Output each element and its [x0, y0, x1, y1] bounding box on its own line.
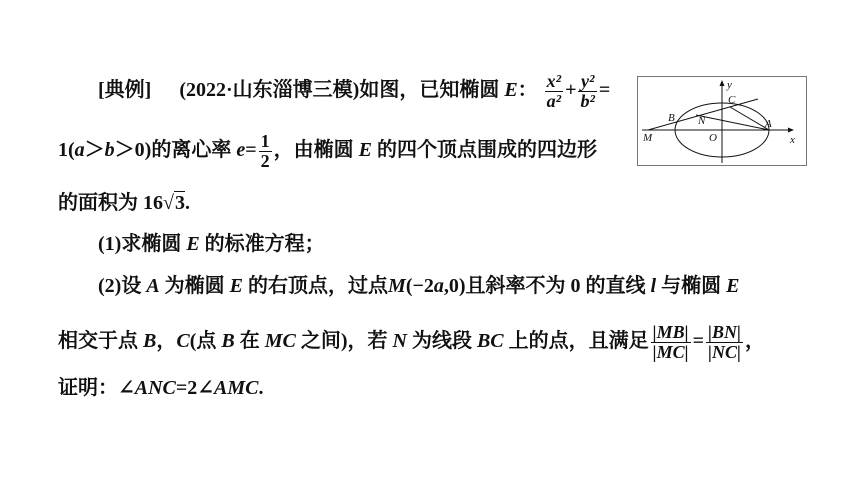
text: (点	[189, 329, 217, 352]
text: 的标准方程；	[204, 233, 325, 255]
var-ANC: ANC	[134, 377, 176, 399]
fraction-denominator: |MC|	[652, 341, 689, 362]
fraction-bn-nc	[706, 323, 743, 362]
equals-sign: =	[245, 138, 257, 161]
var-a: a	[433, 275, 444, 297]
ellipse-figure	[637, 76, 807, 166]
fraction-denominator: a²	[546, 90, 562, 111]
intro-text: 如图，已知椭圆	[359, 78, 500, 101]
fraction-numerator: 1	[260, 131, 270, 151]
problem-line-1	[98, 72, 610, 111]
plus-sign: +	[565, 78, 577, 101]
fraction-denominator: |NC|	[708, 341, 741, 362]
equals-sign: =	[598, 78, 611, 101]
var-B: B	[221, 329, 235, 352]
fraction-x2-a2	[545, 72, 563, 111]
problem-line-2	[58, 132, 597, 171]
var-C: C	[176, 329, 190, 352]
segment-AC	[730, 107, 769, 130]
ellipse-name: E	[504, 78, 518, 101]
var-E: E	[186, 233, 200, 255]
problem-line-3	[58, 193, 190, 213]
var-E: E	[726, 275, 740, 297]
var-A: A	[146, 275, 160, 297]
text: (1)求椭圆	[98, 233, 182, 255]
var-a: a	[74, 138, 85, 161]
var-E: E	[229, 275, 244, 297]
text: 在	[239, 329, 260, 352]
text: ＞	[84, 138, 105, 161]
text: =2∠	[175, 377, 215, 399]
question-2-line-1	[98, 276, 739, 296]
fraction-numerator: y²	[578, 72, 596, 92]
text: 证明：∠	[58, 377, 135, 399]
label-C: C	[728, 94, 736, 106]
var-B: B	[143, 329, 157, 352]
text: 之间)，若	[300, 329, 388, 352]
text: ,0)且斜率不为 0 的直线	[443, 275, 646, 297]
segment-AN	[696, 115, 769, 130]
sqrt-radicand: 3	[174, 192, 185, 214]
var-M: M	[388, 275, 406, 297]
fraction-denominator: b²	[580, 90, 595, 111]
equals-sign: =	[692, 329, 704, 352]
text: 为线段	[411, 329, 472, 352]
var-AMC: AMC	[214, 377, 259, 399]
text: 与椭圆	[661, 275, 722, 297]
var-E: E	[358, 138, 372, 161]
text: 为椭圆	[164, 275, 225, 297]
text: 的右顶点，过点	[248, 275, 389, 297]
fraction-numerator: |BN|	[708, 322, 741, 342]
question-2-line-2	[58, 323, 765, 362]
label-M: M	[643, 132, 653, 144]
fraction-y2-b2	[578, 72, 596, 111]
example-tag: [典例]	[98, 78, 152, 101]
text: ＞0)的离心率	[114, 138, 232, 161]
y-axis-arrow	[720, 80, 725, 86]
fraction-numerator: x²	[546, 71, 562, 91]
fraction-one-half	[259, 132, 272, 171]
label-A: A	[765, 118, 772, 130]
fraction-numerator: |MB|	[652, 322, 689, 342]
text: ，	[156, 329, 177, 352]
label-x: x	[790, 134, 795, 146]
var-N: N	[392, 329, 407, 352]
fraction-denominator: 2	[260, 150, 270, 171]
question-1	[98, 234, 325, 254]
question-2-line-3	[58, 378, 264, 398]
var-b: b	[104, 138, 115, 161]
label-B: B	[668, 112, 675, 124]
var-e: e	[236, 138, 246, 161]
sqrt-sign: √	[163, 192, 174, 214]
text: ，由椭圆	[273, 138, 354, 161]
var-l: l	[650, 275, 657, 297]
source-label: (2022·山东淄博三模)	[179, 78, 360, 101]
var-BC: BC	[476, 329, 504, 352]
text: .	[258, 377, 264, 399]
text: .	[184, 192, 190, 214]
label-O: O	[709, 132, 717, 144]
label-y: y	[727, 79, 732, 91]
text: (−2	[405, 275, 434, 297]
text: (2)设	[98, 275, 142, 297]
text: 相交于点	[58, 329, 138, 352]
text: ，	[744, 329, 765, 352]
text: 的四个顶点围成的四边形	[376, 138, 597, 161]
label-N: N	[698, 115, 706, 127]
fraction-mb-mc	[651, 323, 691, 362]
x-axis-arrow	[788, 128, 794, 133]
text: 1(	[58, 138, 75, 161]
var-MC: MC	[264, 329, 296, 352]
text: 上的点，且满足	[508, 329, 649, 352]
colon: ：	[517, 78, 538, 101]
text: 的面积为 16	[58, 192, 163, 214]
